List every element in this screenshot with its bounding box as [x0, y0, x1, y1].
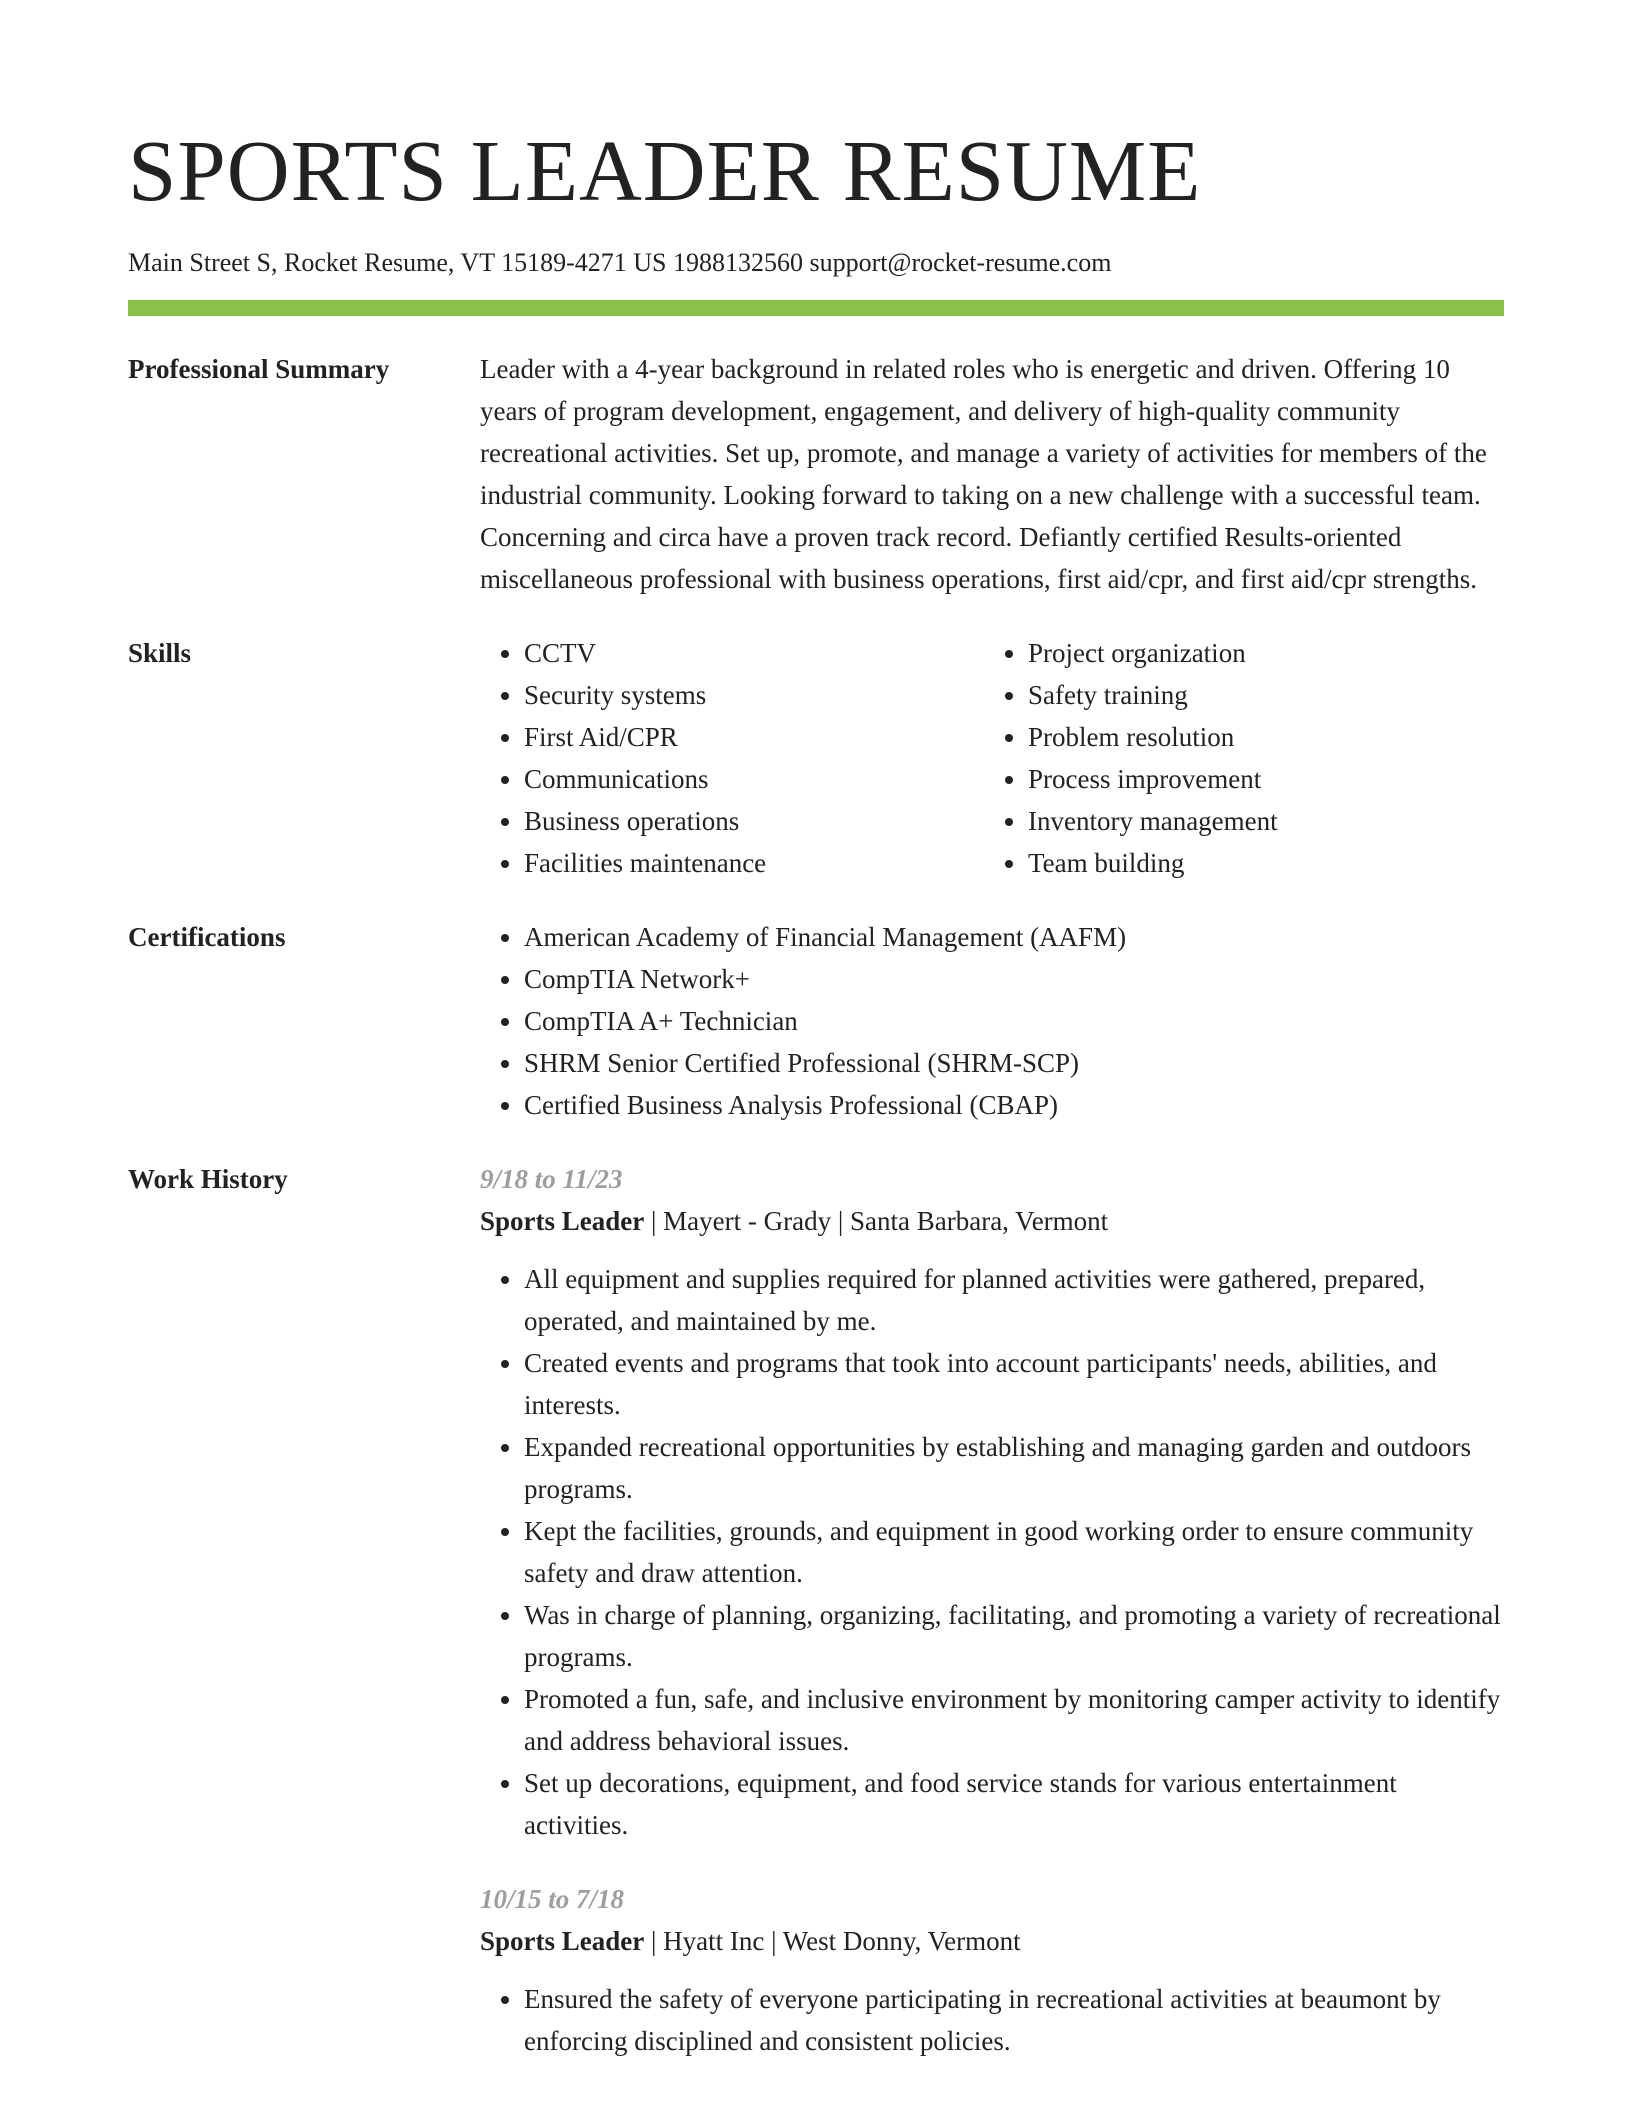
job-entry	[480, 1878, 1504, 2062]
summary-text: Leader with a 4-year background in related roles who is energetic and driven. Offering 10 years of program development, engagement, and delivery of high-quality community recreational activities. Set up, promote, and manage a variety of activities for members of the industrial community. Looking forward to taking on a new challenge with a successful team. Concerning and circa have a proven track record. Defiantly certified Results-oriented miscellaneous professional with business operations, first aid/cpr, and first aid/cpr strengths.	[480, 354, 1487, 594]
work-history-list	[480, 1158, 1504, 2062]
work-history-section	[128, 1158, 1504, 2062]
certifications-section	[128, 916, 1504, 1126]
job-employer-location: | Mayert - Grady | Santa Barbara, Vermont	[644, 1206, 1109, 1236]
section-label-work-history: Work History	[128, 1164, 288, 1194]
skills-column-right	[984, 632, 1488, 884]
skill-item: • CCTV	[524, 632, 984, 674]
job-duty: • Promoted a fun, safe, and inclusive environment by monitoring camper activity to identify and address behavioral issues.	[524, 1678, 1504, 1762]
skills-section	[128, 632, 1504, 884]
job-duty: • Set up decorations, equipment, and food service stands for various entertainment activities.	[524, 1762, 1504, 1846]
certification-item: • CompTIA Network+	[524, 958, 1504, 1000]
skill-item: • Problem resolution	[1028, 716, 1488, 758]
certification-item: • CompTIA A+ Technician	[524, 1000, 1504, 1042]
skill-item: • Safety training	[1028, 674, 1488, 716]
job-duty: • Expanded recreational opportunities by establishing and managing garden and outdoors programs.	[524, 1426, 1504, 1510]
section-label-certifications: Certifications	[128, 922, 286, 952]
job-duty: • Ensured the safety of everyone participating in recreational activities at beaumont by enforcing disciplined and consistent policies.	[524, 1978, 1504, 2062]
skill-item: • Team building	[1028, 842, 1488, 884]
job-duty: • Created events and programs that took into account participants' needs, abilities, and interests.	[524, 1342, 1504, 1426]
job-dates: 10/15 to 7/18	[480, 1884, 625, 1914]
header-divider	[128, 300, 1504, 316]
job-title: Sports Leader	[480, 1206, 645, 1236]
section-label-summary: Professional Summary	[128, 354, 390, 384]
certification-item: • American Academy of Financial Management (AAFM)	[524, 916, 1504, 958]
job-duties	[480, 1978, 1504, 2062]
job-dates: 9/18 to 11/23	[480, 1164, 623, 1194]
job-duties	[480, 1258, 1504, 1846]
certification-item: • Certified Business Analysis Professional (CBAP)	[524, 1084, 1504, 1126]
resume-page	[128, 118, 1504, 2062]
certification-item: • SHRM Senior Certified Professional (SHRM-SCP)	[524, 1042, 1504, 1084]
job-title: Sports Leader	[480, 1926, 645, 1956]
skill-item: • Inventory management	[1028, 800, 1488, 842]
skill-item: • Facilities maintenance	[524, 842, 984, 884]
job-employer-location: | Hyatt Inc | West Donny, Vermont	[644, 1926, 1021, 1956]
skill-item: • Communications	[524, 758, 984, 800]
job-duty: • All equipment and supplies required for planned activities were gathered, prepared, operated, and maintained by me.	[524, 1258, 1504, 1342]
skills-list	[480, 632, 1504, 884]
job-duty: • Kept the facilities, grounds, and equipment in good working order to ensure community safety and draw attention.	[524, 1510, 1504, 1594]
job-heading	[480, 1920, 1504, 1962]
skill-item: • Business operations	[524, 800, 984, 842]
certifications-list	[480, 916, 1504, 1126]
resume-title: SPORTS LEADER RESUME	[128, 122, 1202, 219]
summary-section	[128, 348, 1504, 600]
section-label-skills: Skills	[128, 638, 192, 668]
job-entry	[480, 1158, 1504, 1846]
skill-item: • Process improvement	[1028, 758, 1488, 800]
skill-item: • First Aid/CPR	[524, 716, 984, 758]
contact-info: Main Street S, Rocket Resume, VT 15189-4271 US 1988132560 support@rocket-resume.com	[128, 248, 1112, 277]
skill-item: • Security systems	[524, 674, 984, 716]
job-heading	[480, 1200, 1504, 1242]
job-duty: • Was in charge of planning, organizing, facilitating, and promoting a variety of recreational programs.	[524, 1594, 1504, 1678]
skills-column-left	[480, 632, 984, 884]
skill-item: • Project organization	[1028, 632, 1488, 674]
